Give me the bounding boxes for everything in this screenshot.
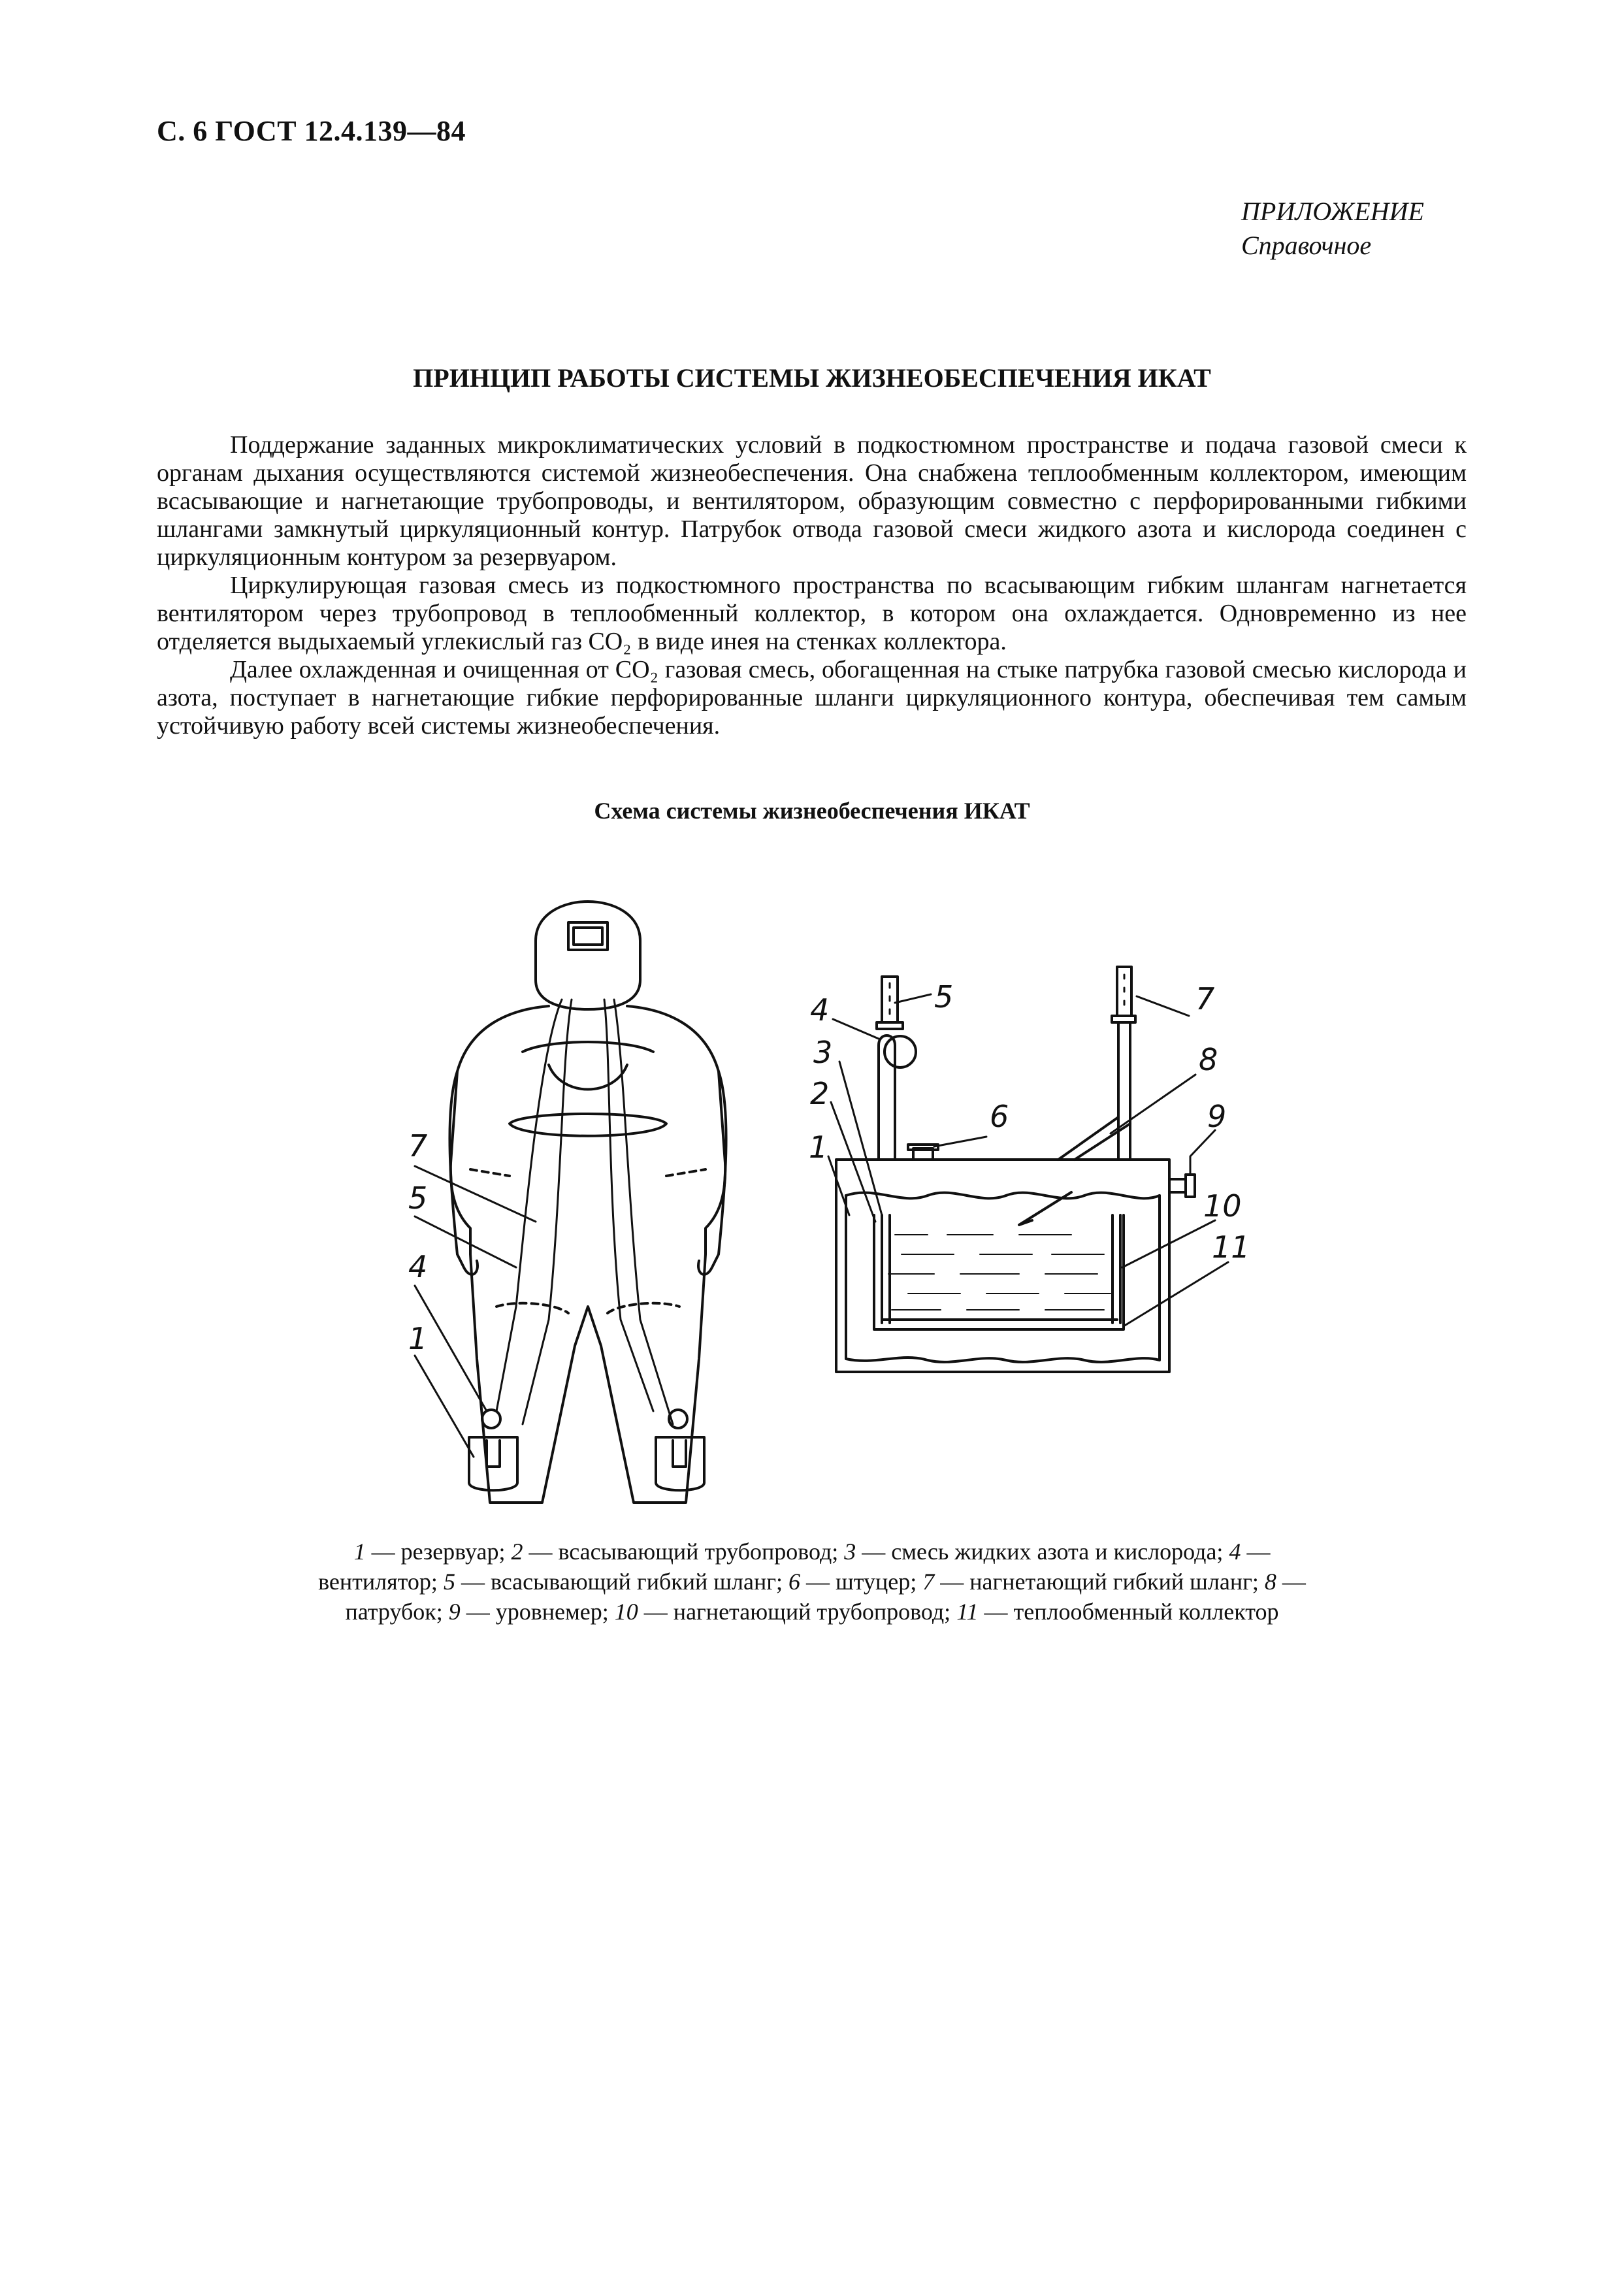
legend-num: 1 [353, 1538, 366, 1565]
legend-text: смесь жидких азота и кислорода; [891, 1538, 1224, 1565]
legend-text: уровнемер; [495, 1599, 609, 1625]
tank-label-4: 4 [810, 992, 830, 1028]
legend-num: 5 [443, 1569, 455, 1595]
figure-legend: 1 — резервуар; 2 — всасывающий трубопровод; 3 — смесь жидких азота и кислорода; 4 — вентилятор; 5 — всасывающий гибкий шланг; 6 — штуцер; 7 — нагнетающий гибкий шланг; 8 — патрубок; 9 — уровнемер; 10 — нагнетающий трубопровод; 11 — теплообменный коллектор [318, 1538, 1306, 1625]
legend-text: штуцер; [836, 1569, 917, 1595]
legend-text: резервуар; [400, 1538, 506, 1565]
suit-label-5: 5 [408, 1180, 428, 1216]
fan-left [482, 1410, 500, 1428]
life-support-figure [0, 849, 1624, 1535]
paragraph: Поддержание заданных микроклиматических условий в подкостюмном пространстве и подача газовой смеси к органам дыхания осуществляются системой жизнеобеспечения. Она снабжена теплообменным коллектором, имеющим всасывающие и нагнетающие трубопроводы, и вентилятором, образующим совместно с перфорированными гибкими шлангами замкнутый циркуляционный контур. Патрубок отвода газовой смеси жидкого азота и кислорода соединен с циркуляционным контуром за резервуаром. [157, 431, 1467, 571]
tank-label-10: 10 [1203, 1188, 1242, 1224]
schema-title: Схема системы жизнеобеспечения ИКАТ [594, 798, 1030, 824]
legend-num: 11 [956, 1599, 979, 1625]
suit-label-4: 4 [408, 1249, 428, 1284]
tank-label-9: 9 [1207, 1099, 1227, 1134]
suit-drawing [415, 902, 726, 1503]
legend-text: нагнетающий трубопровод; [673, 1599, 951, 1625]
legend-num: 10 [614, 1599, 638, 1625]
legend-text: всасывающий трубопровод; [558, 1538, 839, 1565]
tank-label-11: 11 [1212, 1229, 1250, 1265]
appendix-label: ПРИЛОЖЕНИЕ [1241, 197, 1424, 226]
paragraph: Циркулирующая газовая смесь из подкостюмного пространства по всасывающим гибким шлангам нагнетается вентилятором через трубопровод в теплообменный коллектор, в котором она охлаждается. Одновременно из нее отделяется выдыхаемый углекислый газ CO₂ в виде инея на стенках коллектора. [157, 572, 1467, 655]
legend-num: 4 [1229, 1538, 1241, 1565]
tank-drawing [828, 967, 1228, 1372]
legend-text: теплообменный коллектор [1013, 1599, 1279, 1625]
fan-symbol [885, 1036, 916, 1067]
reservoir-right [656, 1437, 704, 1490]
document-title: ПРИНЦИП РАБОТЫ СИСТЕМЫ ЖИЗНЕОБЕСПЕЧЕНИЯ ИКАТ [413, 363, 1211, 393]
legend-text: всасывающий гибкий шланг; [490, 1569, 783, 1595]
legend-num: 2 [511, 1538, 523, 1565]
tank-label-2: 2 [810, 1076, 830, 1111]
reservoir-left [469, 1437, 517, 1490]
legend-num: 8 [1264, 1569, 1276, 1595]
appendix-block [1241, 195, 1424, 263]
suit-label-7: 7 [408, 1128, 428, 1164]
legend-text: вентилятор; [318, 1569, 438, 1595]
page-header: С. 6 ГОСТ 12.4.139—84 [157, 115, 466, 147]
tank-label-7: 7 [1195, 981, 1215, 1017]
legend-text: патрубок; [345, 1599, 443, 1625]
tank-label-6: 6 [990, 1099, 1009, 1134]
legend-num: 9 [448, 1599, 461, 1625]
legend-num: 6 [788, 1569, 801, 1595]
tank-label-5: 5 [934, 979, 954, 1015]
suit-label-1: 1 [408, 1321, 428, 1356]
body-text [157, 431, 1467, 740]
tank-label-1: 1 [809, 1130, 828, 1165]
legend-text: нагнетающий гибкий шланг; [969, 1569, 1259, 1595]
tank-label-8: 8 [1199, 1042, 1218, 1077]
paragraph: Далее охлажденная и очищенная от CO₂ газовая смесь, обогащенная на стыке патрубка газовой смесью кислорода и азота, поступает в нагнетающие гибкие перфорированные шланги циркуляционного контура, обеспечивая тем самым устойчивую работу всей системы жизнеобеспечения. [157, 656, 1467, 740]
tank-label-3: 3 [813, 1035, 833, 1070]
appendix-type: Справочное [1241, 231, 1372, 260]
legend-num: 3 [844, 1538, 856, 1565]
legend-num: 7 [922, 1569, 935, 1595]
